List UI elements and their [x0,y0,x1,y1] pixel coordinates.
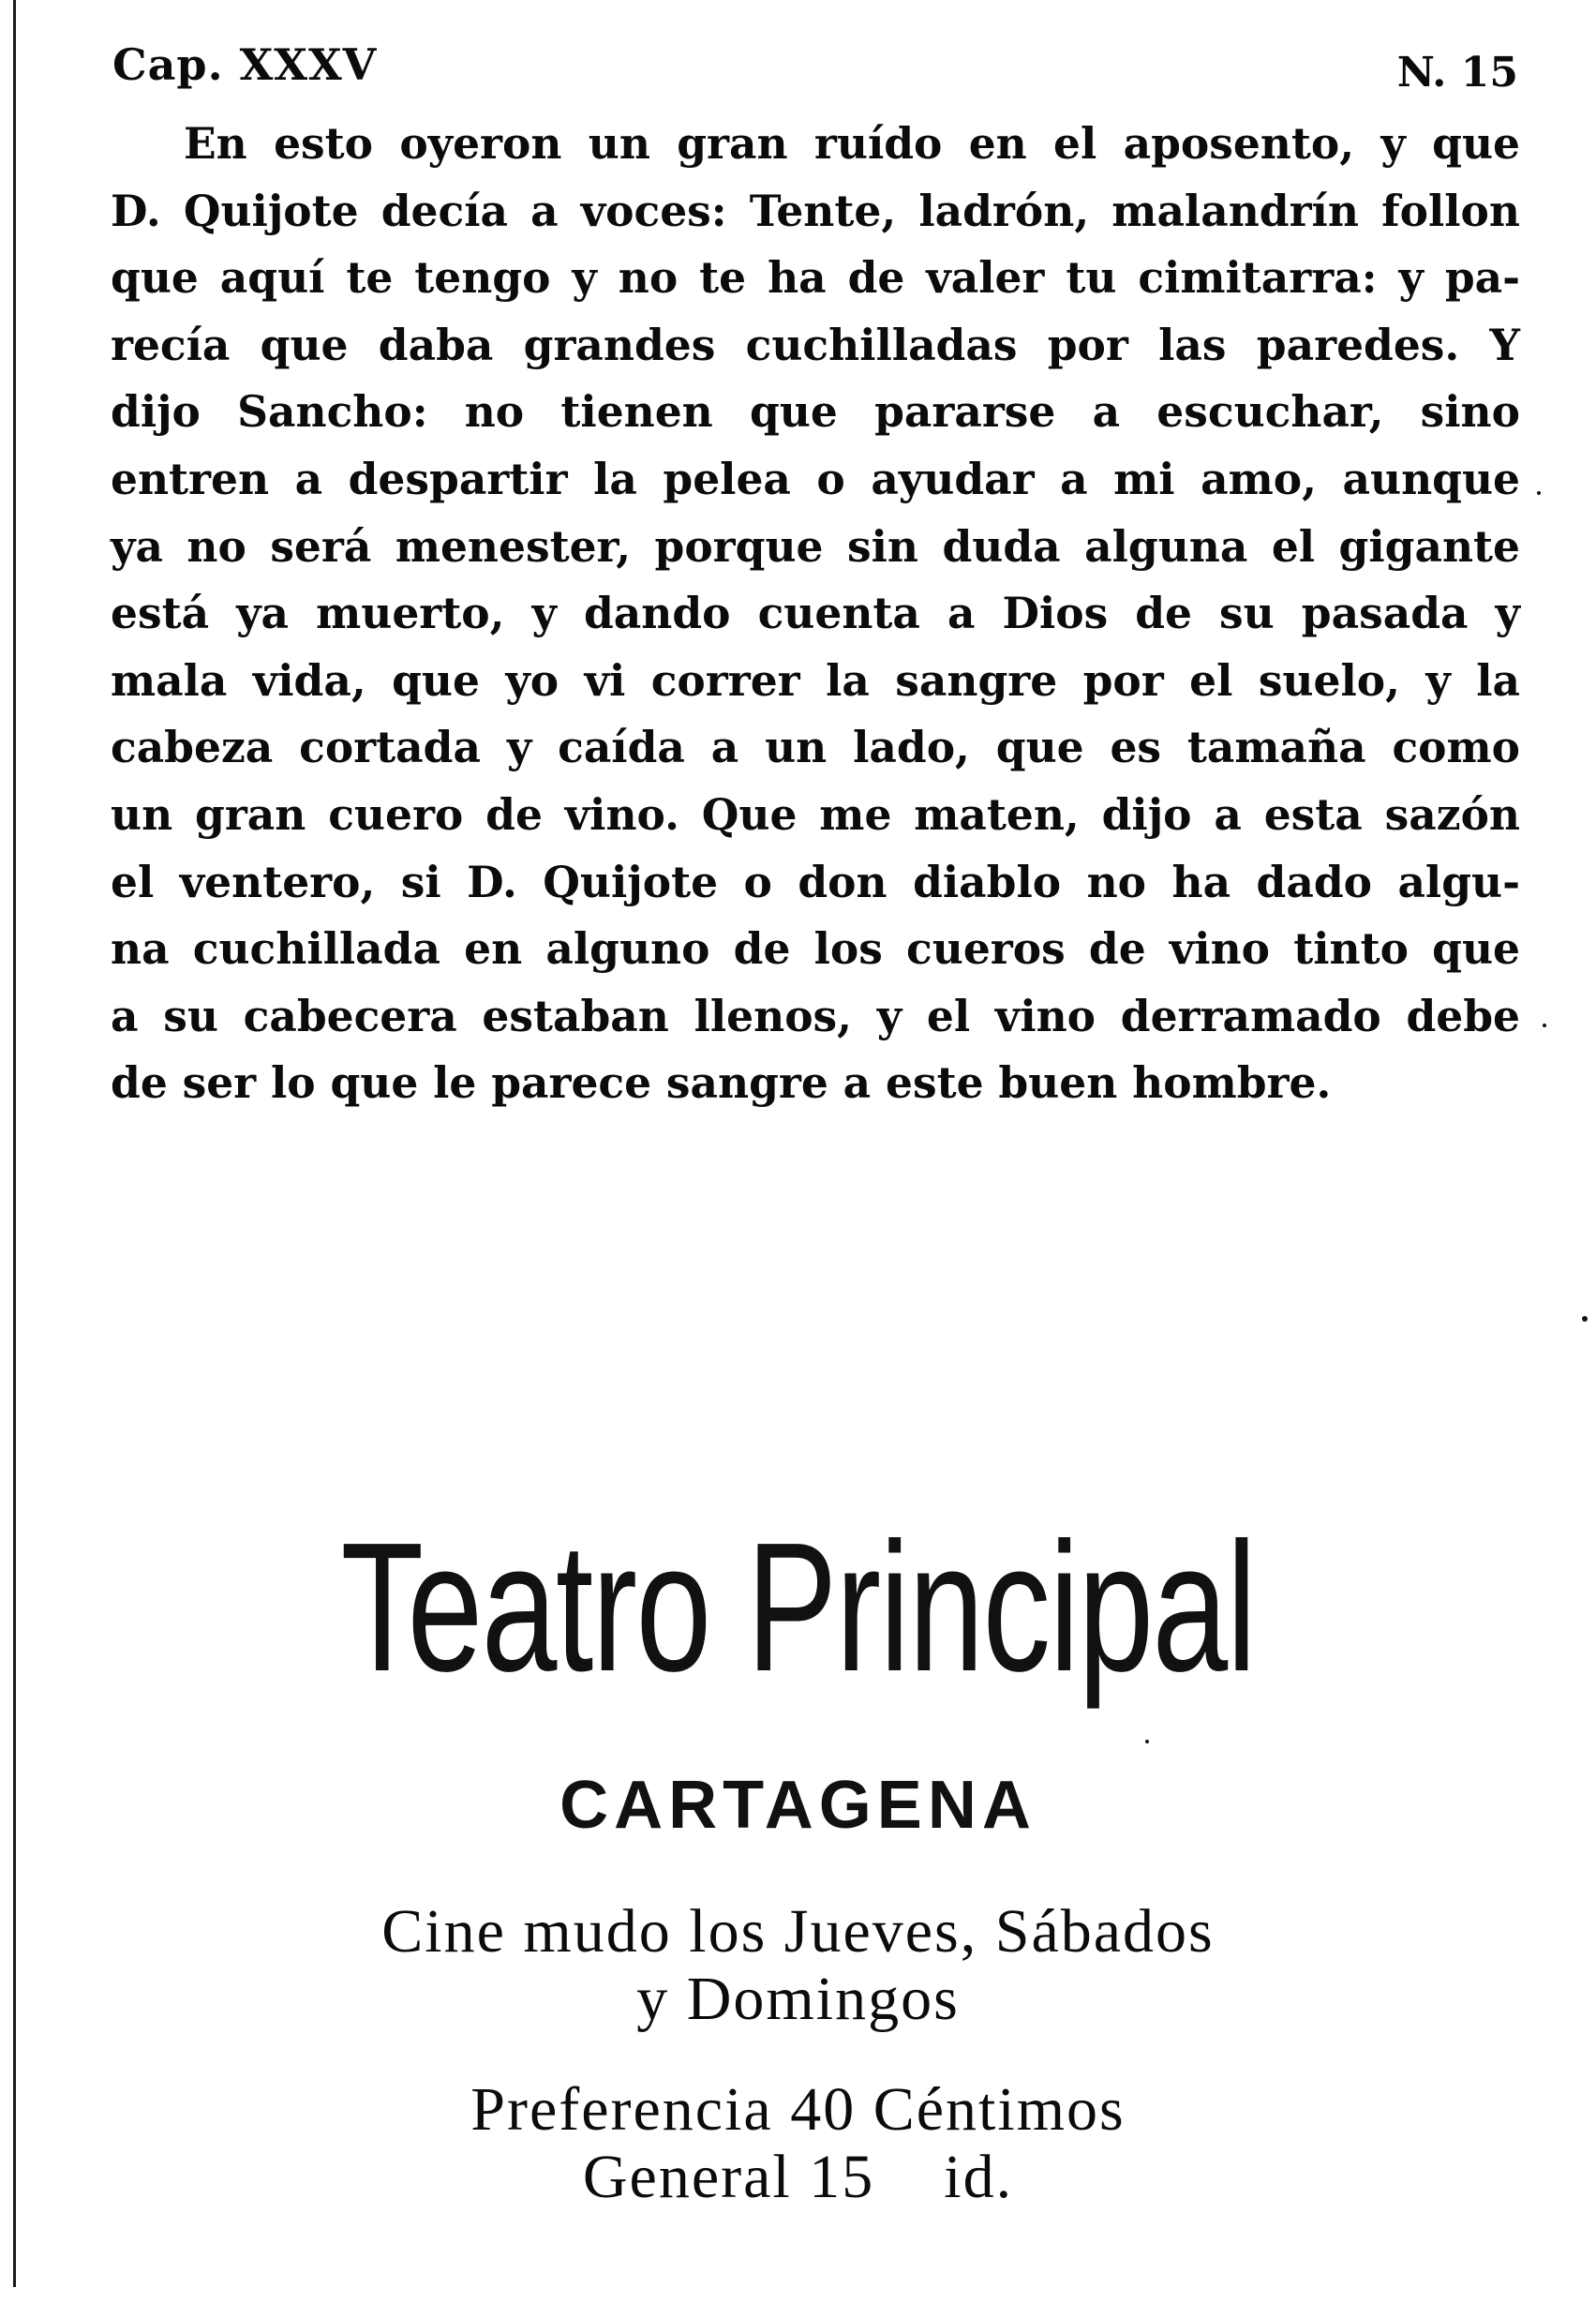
text-line: na cuchillada en alguno de los cueros de vino tinto que [111,923,1520,975]
ink-speck [1582,1316,1588,1322]
schedule-line: y Domingos [636,1965,960,2033]
text-line: un gran cuero de vino. Que me maten, dijo a esta sazón [111,788,1520,840]
ink-speck [1145,1740,1149,1743]
text-line: el ventero, si D. Quijote o don diablo no ha dado algu- [111,856,1520,907]
text-line: de ser lo que le parece sangre a este buen hombre. [111,1057,1332,1109]
page-header [112,39,1518,105]
theatre-name: Teatro Principal [340,1504,1256,1710]
city-name: CARTAGENA [559,1768,1037,1843]
text-line: recía que daba grandes cuchilladas por las paredes. Y [111,319,1520,370]
price-line: General 15 id. [582,2143,1014,2211]
chapter-heading: Cap. XXXV [112,39,378,90]
text-line: cabeza cortada y caída a un lado, que es tamaña como [111,722,1520,773]
text-line: ya no será menester, porque sin duda alguna el gigante [111,520,1520,572]
text-line: mala vida, que yo vi correr la sangre por el suelo, y la [111,654,1520,706]
text-line: que aquí te tengo y no te ha de valer tu cimitarra: y pa- [111,252,1520,304]
text-line: entren a despartir la pelea o ayudar a mi amo, aunque [111,453,1520,504]
text-line: D. Quijote decía a voces: Tente, ladrón, malandrín follon [111,185,1520,236]
text-line: a su cabecera estaban llenos, y el vino derramado debe [111,990,1520,1041]
ink-speck [1537,491,1541,495]
ink-speck [1543,1024,1546,1027]
story-paragraph [111,111,1520,1117]
cinema-schedule [0,1898,1596,2033]
text-line: dijo Sancho: no tienen que pararse a escuchar, sino [111,386,1520,438]
text-line: En esto oyeron un gran ruído en el aposento, y que [184,118,1520,169]
text-line: está ya muerto, y dando cuenta a Dios de su pasada y [111,588,1520,639]
schedule-line: Cine mudo los Jueves, Sábados [381,1897,1215,1966]
ticket-prices [0,2076,1596,2211]
price-line: Preferencia 40 Céntimos [470,2075,1126,2144]
page-number: N. 15 [1396,49,1518,97]
theatre-advertisement [0,1500,1596,2287]
